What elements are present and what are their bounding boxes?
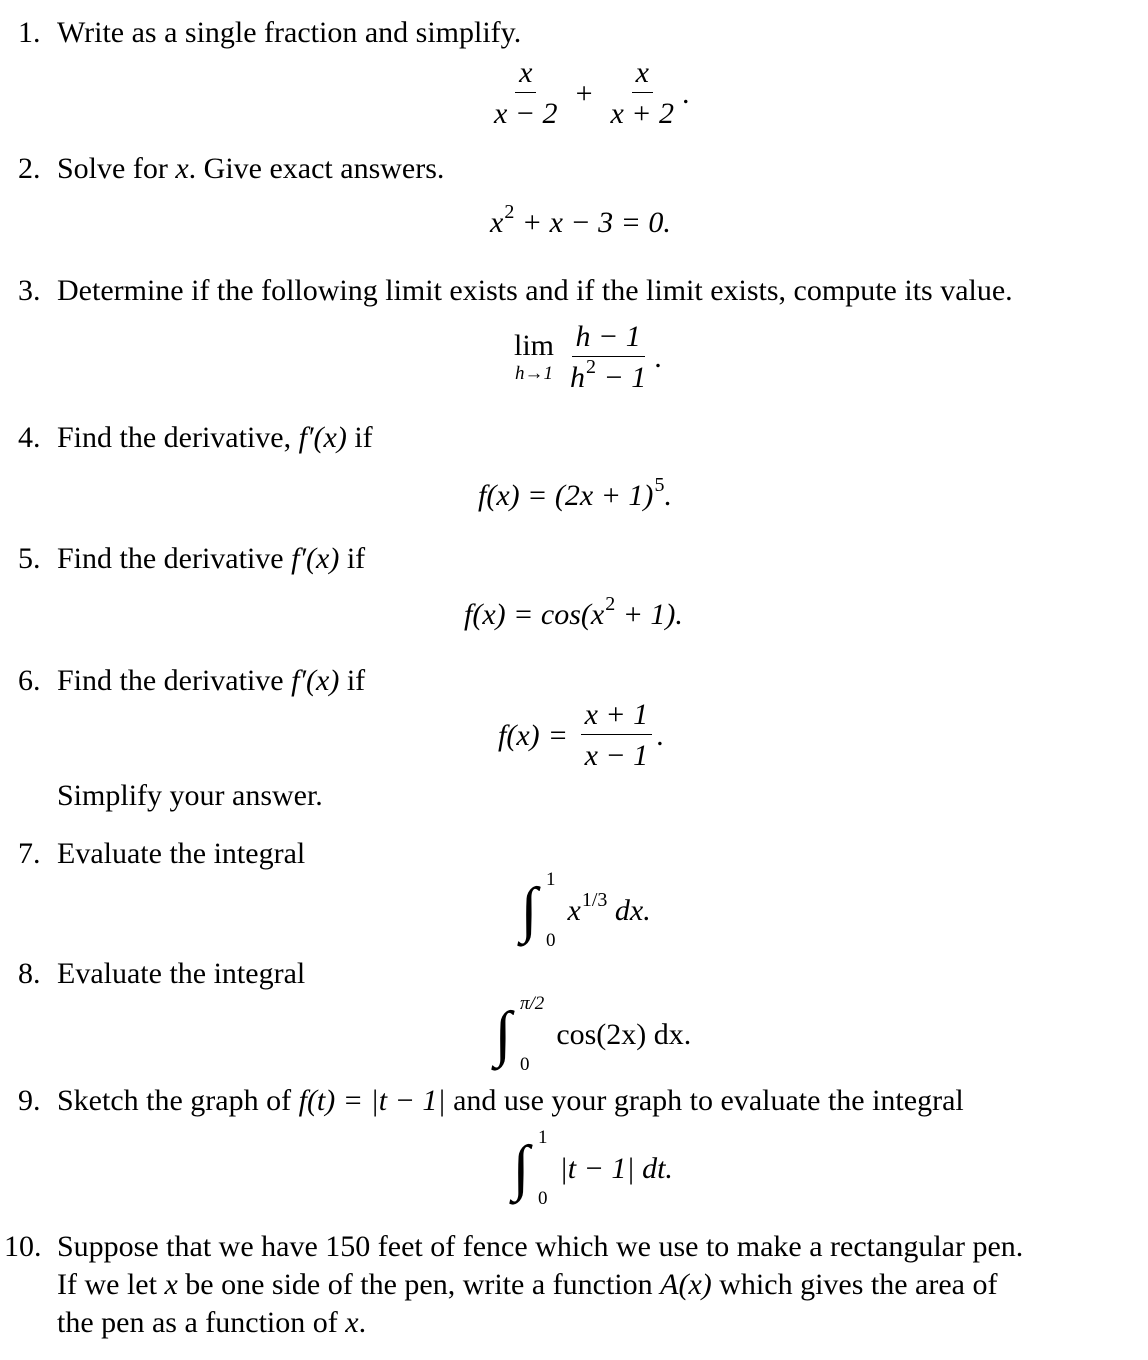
problem-number: 4. [18,421,41,454]
base: x [567,893,581,927]
problem-text-line [57,1268,997,1301]
text: If we let [57,1268,165,1301]
problem-number: 5. [18,542,41,575]
text: Sketch the graph of [57,1084,299,1117]
problem-text: Write as a single fraction and simplify. [57,16,522,49]
lim-subscript: h→1 [515,363,553,385]
numerator: x [632,56,653,93]
variable: x [175,152,189,185]
problem-number: 9. [18,1084,41,1117]
derivative-symbol: f′(x) [291,664,340,697]
problem-text [57,421,373,454]
integrand: |t − 1| dt. [559,1151,673,1185]
problem-followup: Simplify your answer. [57,779,323,812]
lim: lim [514,329,555,363]
integral [516,870,651,950]
base: h [570,361,586,394]
text: . Give exact answers. [188,152,445,185]
equals: = [549,718,567,752]
denominator: x + 2 [610,97,675,130]
problem-number: 2. [18,152,41,185]
text: the pen as a function of [57,1306,346,1339]
denominator [566,357,650,394]
denominator: x − 2 [494,97,558,130]
problem-number: 7. [18,837,41,870]
problem-text [57,664,365,697]
integral-sign-icon: ∫ [512,1134,530,1202]
text: . [358,1306,367,1339]
text: which gives the area of [711,1268,998,1301]
problem-text: Determine if the following limit exists and if the limit exists, compute its value. [57,274,1013,307]
rest: + 1). [615,598,683,631]
limit-expression [514,320,662,394]
text: and use your graph to evaluate the integral [445,1084,964,1117]
rest: − 1 [596,361,647,394]
equation [490,201,671,239]
base: x [490,206,504,239]
problem-text [57,152,444,185]
variable: x [164,1268,178,1301]
exponent: 1/3 [581,888,608,911]
problem-number: 3. [18,274,41,307]
numerator: x [515,56,536,93]
function: A(x) [660,1268,712,1301]
problem-text: Evaluate the integral [57,837,306,870]
text: if [339,542,366,575]
equation [478,474,672,512]
lower-limit: 0 [538,1188,548,1209]
numerator: x + 1 [581,698,653,735]
integral-sign-icon: ∫ [520,876,538,944]
integrand [567,888,651,927]
problem-text-line [57,1306,366,1339]
period: . [664,479,672,512]
text: Solve for [57,152,176,185]
text: if [339,664,366,697]
derivative-symbol: f′(x) [291,542,340,575]
integral [490,994,691,1074]
period: . [682,76,690,110]
equation [464,593,683,631]
fraction-sum [486,56,690,130]
problem-text-line: Suppose that we have 150 feet of fence which we use to make a rectangular pen. [57,1230,1024,1263]
lower-limit: 0 [520,1054,530,1075]
derivative-symbol: f′(x) [298,421,347,454]
lhs: f(x) [478,479,520,512]
rest: dx. [607,893,651,927]
upper-limit: 1 [546,869,556,890]
integrand: cos(2x) dx. [556,1017,692,1051]
plus-sign: + [575,76,593,110]
problem-number: 1. [18,16,41,49]
period: . [656,718,664,752]
lower-limit: 0 [546,930,556,951]
text: Find the derivative [57,664,292,697]
rest: + x − 3 = 0. [514,206,671,239]
problem-number: 6. [18,664,41,697]
problem-text: Evaluate the integral [57,957,306,990]
lhs: f(x) [498,718,540,752]
integral-sign-icon: ∫ [494,1000,512,1068]
rhs: = cos(x [505,598,605,631]
upper-limit: 1 [538,1127,548,1148]
lhs: f(x) [464,598,506,631]
text: Find the derivative [57,542,292,575]
rhs: = (2x + 1) [519,479,654,512]
exponent: 2 [504,201,515,223]
variable: x [345,1306,359,1339]
exponent: 2 [605,593,616,615]
exponent: 2 [586,356,597,378]
problem-number: 8. [18,957,41,990]
exponent: 5 [654,474,665,496]
denominator: x − 1 [584,739,649,772]
upper-limit: π/2 [520,993,545,1014]
problem-text [57,542,365,575]
numerator: h − 1 [572,320,645,357]
period: . [654,340,662,374]
text: if [346,421,373,454]
text: be one side of the pen, write a function [177,1268,661,1301]
function: f(t) = |t − 1| [298,1084,446,1117]
problem-text [57,1084,964,1117]
integral [508,1128,673,1208]
text: Find the derivative, [57,421,299,454]
equation [498,698,664,772]
problem-number: 10. [4,1230,42,1263]
